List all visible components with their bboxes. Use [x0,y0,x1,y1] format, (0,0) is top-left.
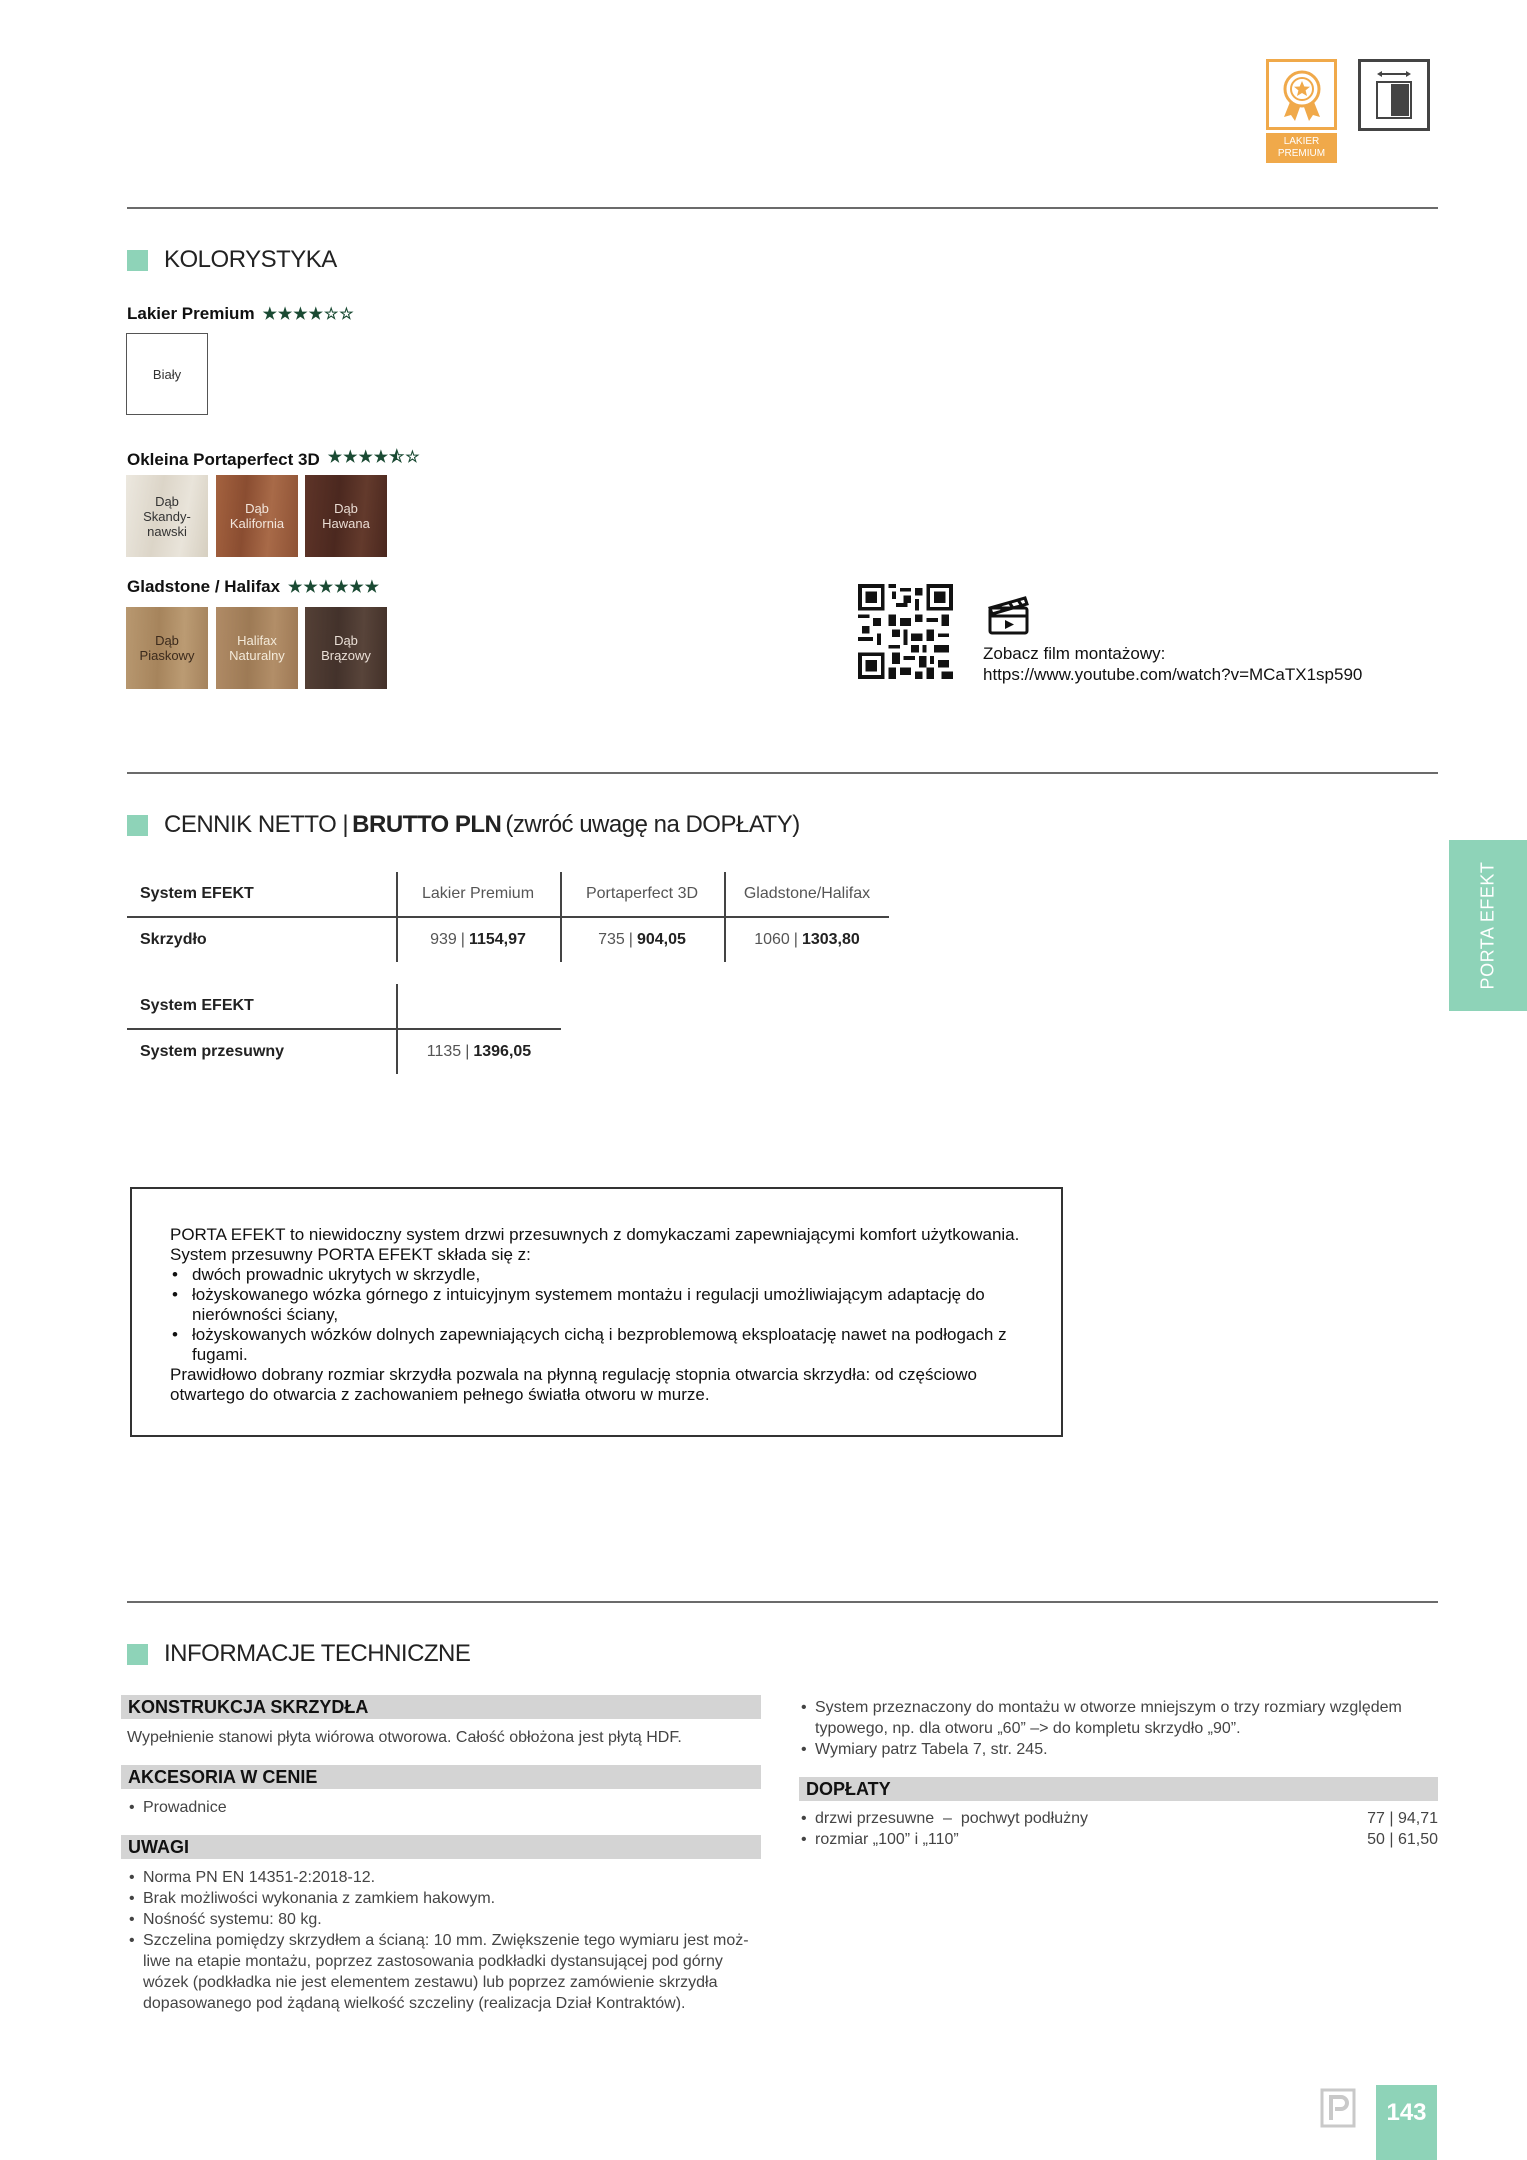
tech-right-list [799,1697,1439,1760]
swatch-bialy: Biały [126,333,208,415]
swatch-dab-skandynawski: Dąb Skandy-nawski [126,475,208,557]
tech-title: INFORMACJE TECHNICZNE [127,1640,470,1668]
list-item: • Nośność systemu: 80 kg. [127,1909,767,1930]
divider-tech [127,1601,1438,1603]
list-item: • rozmiar „100” i „110” 50 | 61,50 [801,1831,1438,1848]
divider-top [127,207,1438,209]
swatch-halifax-naturalny: Halifax Naturalny [216,607,298,689]
finish-group-label-lakier: Lakier Premium ★★★★☆☆ [127,304,355,323]
list-item: • drzwi przesuwne – pochwyt podłużny 77 | 94,71 [801,1810,1438,1827]
table-corner: System EFEKT [140,997,254,1014]
divider-cennik [127,772,1438,774]
price-cell-lakier: 939 | 1154,97 [430,931,526,948]
list-item: • System przeznaczony do montażu w otworze mniejszym o trzy rozmiary względem typowego, np. dla otworu „60” –> do kompletu skrzydło „90”. [799,1697,1439,1739]
price-cell-przesuwny: 1135 | 1396,05 [426,1043,532,1060]
row-label-skrzydlo: Skrzydło [140,931,207,948]
col-header-portaperfect: Portaperfect 3D [585,885,699,902]
film-caption: Zobacz film montażowy: https://www.youtube.com/watch?v=MCaTX1sp590 [983,644,1363,684]
list-item: • Brak możliwości wykonania z zamkiem hakowym. [127,1888,767,1909]
film-link[interactable]: https://www.youtube.com/watch?v=MCaTX1sp590 [983,665,1363,684]
rating-stars-icon: ★★★★☆☆ [262,306,355,323]
kolorystyka-title: KOLORYSTYKA [127,246,337,274]
list-item: • Szczelina pomiędzy skrzydłem a ścianą: 10 mm. Zwiększenie tego wymiaru jest moż-liwe na etapie montażu, poprzez zastosowania podkładki dystansującej pod górny wózek (podkładka nie jest elementem zestawu) lub poprzez zamówienie skrzydła dopasowanego pod żądaną wielkość szczeliny (realizacja Dział Kontraktów). [127,1930,767,2014]
rating-stars-icon: ★★★★★★ [288,579,381,596]
section-marker [127,250,148,271]
price-cell-gladstone: 1060 | 1303,80 [754,931,860,948]
list-item: • łożyskowanych wózków dolnych zapewniających cichą i bezproblemową eksploatację nawet na podłogach z fugami. [170,1325,1025,1365]
col-header-lakier: Lakier Premium [421,885,535,902]
finish-group-label-okleina: Okleina Portaperfect 3D ★★★★⯪☆ [127,446,421,473]
akcesoria-header: AKCESORIA W CENIE [121,1765,761,1789]
list-item: • dwóch prowadnic ukrytych w skrzydle, [170,1265,1025,1285]
rating-stars-icon: ★★★★⯪☆ [327,449,421,466]
description-box: PORTA EFEKT to niewidoczny system drzwi przesuwnych z domykaczami zapewniającymi komfort użytkowania. System przesuwny PORTA EFEKT składa się z: • dwóch prowadnic ukrytych w skrzydle, • łożyskowanego wózka górnego z intuicyjnym systemem montażu i regulacji umożliwiającym adaptację do nierówności ściany, • łożyskowanych wózków dolnych zapewniających cichą i bezproblemową eksploatację nawet na podłogach z fugami. Prawidłowo dobrany rozmiar skrzydła pozwala na płynną regulację stopnia otwarcia skrzydła: od częściowo otwartego do otwarcia z zachowaniem pełnego światła otworu w murze. [130,1187,1063,1437]
award-ribbon-icon [1266,59,1337,130]
price-table-system-przesuwny [127,984,561,1074]
konstrukcja-header: KONSTRUKCJA SKRZYDŁA [121,1695,761,1719]
section-marker [127,1644,148,1665]
lakier-premium-badge [1266,59,1337,163]
list-item: • łożyskowanego wózka górnego z intuicyjnym systemem montażu i regulacji umożliwiającym adaptację do nierówności ściany, [170,1285,1025,1325]
price-table-skrzydlo [127,872,889,962]
uwagi-header: UWAGI [121,1835,761,1859]
swatch-dab-brazowy: Dąb Brązowy [305,607,387,689]
konstrukcja-text: Wypełnienie stanowi płyta wiórowa otworowa. Całość obłożona jest płytą HDF. [127,1729,682,1746]
cennik-title: CENNIK NETTO | BRUTTO PLN (zwróć uwagę na DOPŁATY) [127,811,800,839]
swatch-dab-piaskowy: Dąb Piaskowy [126,607,208,689]
qr-code-icon[interactable] [858,584,953,679]
list-item: • Prowadnice [127,1797,767,1818]
swatch-dab-kalifornia: Dąb Kalifornia [216,475,298,557]
premium-badge-label: LAKIER PREMIUM [1266,133,1337,163]
side-tab-porta-efekt[interactable]: PORTA EFEKT [1449,840,1527,1011]
swatch-dab-hawana: Dąb Hawana [305,475,387,557]
section-marker [127,815,148,836]
list-item: • Wymiary patrz Tabela 7, str. 245. [799,1739,1439,1760]
list-item: • Norma PN EN 14351-2:2018-12. [127,1867,767,1888]
porta-logo-icon [1320,2088,1356,2128]
finish-group-label-gladstone: Gladstone / Halifax ★★★★★★ [127,577,381,596]
row-label-system-przesuwny: System przesuwny [140,1043,285,1060]
clapperboard-icon [987,594,1031,636]
doplaty-list [799,1808,1438,1850]
sliding-door-icon [1358,59,1430,131]
table-corner: System EFEKT [140,885,254,902]
uwagi-list [127,1867,767,2014]
price-cell-portaperfect: 735 | 904,05 [598,931,686,948]
col-header-gladstone: Gladstone/Halifax [743,885,871,902]
doplaty-header: DOPŁATY [799,1777,1438,1801]
akcesoria-list [127,1797,767,1818]
page-number: 143 [1376,2085,1437,2160]
